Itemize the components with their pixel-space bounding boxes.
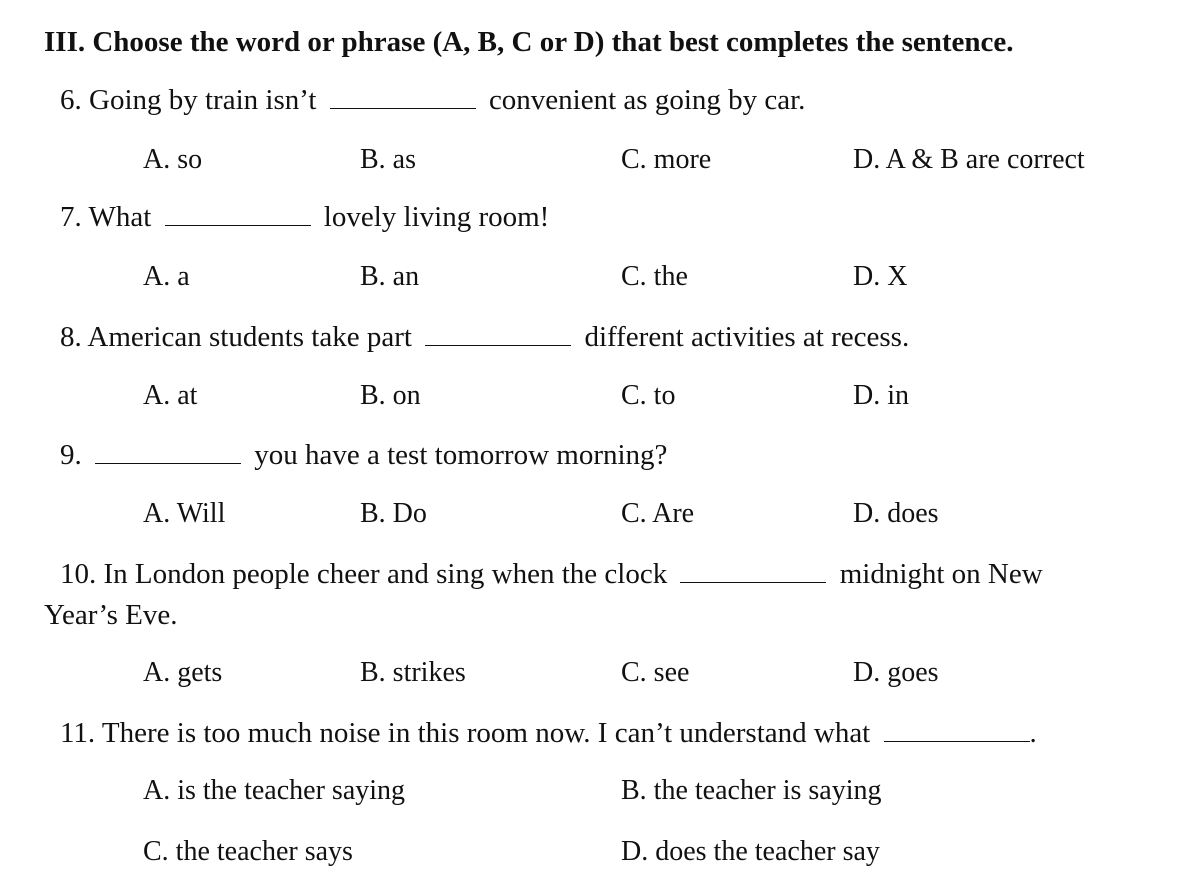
question-7-stem-after: lovely living room! — [323, 201, 550, 233]
question-11-stem-before: 11. There is too much noise in this room now. I can’t understand what — [60, 717, 871, 749]
question-7-option-b: B. an — [360, 261, 420, 292]
question-9-blank — [95, 462, 241, 464]
question-10-blank — [680, 581, 826, 583]
question-10-option-c: C. see — [621, 657, 690, 688]
question-10-option-d: D. goes — [853, 657, 939, 688]
section-heading: III. Choose the word or phrase (A, B, C or D) that best completes the sentence. — [44, 26, 1014, 58]
question-8-blank — [425, 344, 571, 346]
question-8-option-d: D. in — [853, 380, 909, 411]
question-7-blank — [165, 224, 311, 226]
question-9-option-d: D. does — [853, 498, 939, 529]
question-6-option-a: A. so — [143, 144, 203, 175]
question-8-option-c: C. to — [621, 380, 676, 411]
question-11-option-b: B. the teacher is saying — [621, 775, 882, 806]
question-11-blank — [884, 740, 1030, 742]
question-7-option-a: A. a — [143, 261, 190, 292]
question-7 — [60, 201, 549, 234]
question-6-option-d: D. A & B are correct — [853, 144, 1085, 175]
question-6-option-c: C. more — [621, 144, 712, 175]
question-10-stem-after: midnight on New — [839, 558, 1043, 590]
question-6-blank — [330, 107, 476, 109]
question-10-option-b: B. strikes — [360, 657, 466, 688]
question-11-option-a: A. is the teacher saying — [143, 775, 406, 806]
question-11-option-c: C. the teacher says — [143, 836, 353, 867]
question-8-stem-before: 8. American students take part — [60, 321, 412, 353]
question-10-stem-line2: Year’s Eve. — [44, 599, 178, 631]
question-9-option-a: A. Will — [143, 498, 226, 529]
question-9-option-b: B. Do — [360, 498, 427, 529]
question-11 — [60, 717, 1037, 750]
question-9 — [60, 439, 667, 472]
question-8 — [60, 321, 909, 354]
question-7-stem-before: 7. What — [60, 201, 152, 233]
question-7-option-d: D. X — [853, 261, 908, 292]
question-6 — [60, 84, 805, 117]
question-8-option-b: B. on — [360, 380, 421, 411]
question-9-option-c: C. Are — [621, 498, 695, 529]
question-6-stem-after: convenient as going by car. — [488, 84, 806, 116]
question-11-stem-after: . — [1029, 717, 1037, 749]
question-10 — [60, 558, 1043, 591]
question-9-stem-after: you have a test tomorrow morning? — [254, 439, 668, 471]
question-7-option-c: C. the — [621, 261, 688, 292]
question-9-stem-before: 9. — [60, 439, 82, 471]
question-10-option-a: A. gets — [143, 657, 223, 688]
question-8-stem-after: different activities at recess. — [584, 321, 910, 353]
question-11-option-d: D. does the teacher say — [621, 836, 880, 867]
question-8-option-a: A. at — [143, 380, 198, 411]
question-6-option-b: B. as — [360, 144, 416, 175]
question-10-stem-before: 10. In London people cheer and sing when the clock — [60, 558, 668, 590]
question-6-stem-before: 6. Going by train isn’t — [60, 84, 317, 116]
